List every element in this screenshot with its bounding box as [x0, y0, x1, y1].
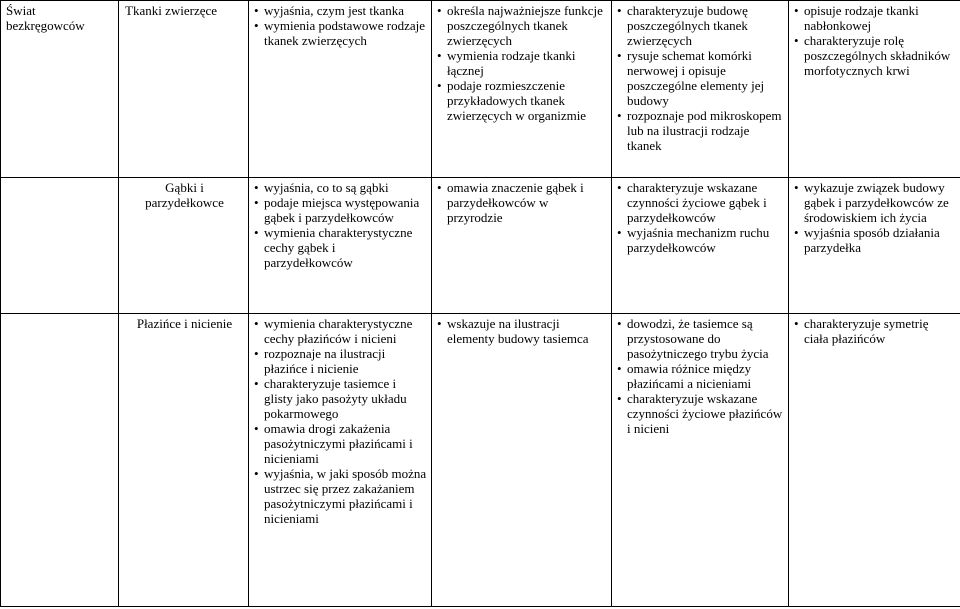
requirement-item: • charakteryzuje tasiemce i glisty jako pasożyty układu pokarmowego	[254, 376, 427, 421]
requirements-cell	[789, 314, 960, 607]
requirements-cell	[789, 178, 960, 314]
topic-cell: Tkanki zwierzęce	[119, 1, 249, 178]
requirements-list	[437, 180, 607, 225]
requirement-item: • wyjaśnia, co to są gąbki	[254, 180, 427, 195]
requirement-item: • omawia znaczenie gąbek i parzydełkowców w przyrodzie	[437, 180, 607, 225]
table-row	[1, 178, 960, 314]
section-cell	[1, 314, 119, 607]
requirements-cell	[789, 1, 960, 178]
requirements-cell	[249, 314, 432, 607]
requirement-item: • wymienia podstawowe rodzaje tkanek zwierzęcych	[254, 18, 427, 48]
requirement-item: • charakteryzuje wskazane czynności życiowe gąbek i parzydełkowców	[617, 180, 784, 225]
requirements-list	[437, 316, 607, 346]
requirements-list	[437, 3, 607, 123]
requirements-cell	[432, 1, 612, 178]
requirement-item: • wymienia charakterystyczne cechy gąbek i parzydełkowców	[254, 225, 427, 270]
requirement-item: • wykazuje związek budowy gąbek i parzydełkowców ze środowiskiem ich życia	[794, 180, 956, 225]
requirement-item: • wyjaśnia mechanizm ruchu parzydełkowców	[617, 225, 784, 255]
requirement-item: • rysuje schemat komórki nerwowej i opisuje poszczególne elementy jej budowy	[617, 48, 784, 108]
requirement-item: • podaje miejsca występowania gąbek i parzydełkowców	[254, 195, 427, 225]
requirements-list	[617, 3, 784, 153]
requirement-item: • omawia drogi zakażenia pasożytniczymi płazińcami i nicieniami	[254, 421, 427, 466]
requirements-list	[794, 316, 956, 346]
section-cell	[1, 178, 119, 314]
requirements-list	[794, 180, 956, 255]
table-row	[1, 314, 960, 607]
requirement-item: • wyjaśnia, w jaki sposób można ustrzec się przez zakażaniem pasożytniczymi płazińcami i nicieniami	[254, 466, 427, 526]
topic-cell: Gąbki i parzydełkowce	[119, 178, 249, 314]
requirements-list	[254, 3, 427, 48]
requirement-item: • charakteryzuje wskazane czynności życiowe płazińców i nicieni	[617, 391, 784, 436]
requirements-list	[794, 3, 956, 78]
requirement-item: • dowodzi, że tasiemce są przystosowane do pasożytniczego trybu życia	[617, 316, 784, 361]
requirements-cell	[432, 178, 612, 314]
requirement-item: • wyjaśnia, czym jest tkanka	[254, 3, 427, 18]
requirement-item: • charakteryzuje symetrię ciała płazińców	[794, 316, 956, 346]
requirements-cell	[249, 178, 432, 314]
requirement-item: • wskazuje na ilustracji elementy budowy tasiemca	[437, 316, 607, 346]
requirement-item: • wymienia rodzaje tkanki łącznej	[437, 48, 607, 78]
requirement-item: • rozpoznaje na ilustracji płazińce i nicienie	[254, 346, 427, 376]
requirement-item: • charakteryzuje budowę poszczególnych tkanek zwierzęcych	[617, 3, 784, 48]
requirement-item: • charakteryzuje rolę poszczególnych składników morfotycznych krwi	[794, 33, 956, 78]
requirement-item: • rozpoznaje pod mikroskopem lub na ilustracji rodzaje tkanek	[617, 108, 784, 153]
requirements-cell	[612, 314, 789, 607]
requirements-list	[617, 180, 784, 255]
section-cell: Świat bezkręgowców	[1, 1, 119, 178]
requirements-list	[254, 180, 427, 270]
requirements-cell	[432, 314, 612, 607]
requirement-item: • wyjaśnia sposób działania parzydełka	[794, 225, 956, 255]
topic-cell: Płazińce i nicienie	[119, 314, 249, 607]
requirement-item: • omawia różnice między płazińcami a nicieniami	[617, 361, 784, 391]
requirements-cell	[249, 1, 432, 178]
requirements-cell	[612, 178, 789, 314]
requirement-item: • podaje rozmieszczenie przykładowych tkanek zwierzęcych w organizmie	[437, 78, 607, 123]
table-row	[1, 1, 960, 178]
requirements-list	[617, 316, 784, 436]
requirements-cell	[612, 1, 789, 178]
requirement-item: • opisuje rodzaje tkanki nabłonkowej	[794, 3, 956, 33]
requirement-item: • wymienia charakterystyczne cechy płazińców i nicieni	[254, 316, 427, 346]
requirement-item: • określa najważniejsze funkcje poszczególnych tkanek zwierzęcych	[437, 3, 607, 48]
requirements-list	[254, 316, 427, 526]
